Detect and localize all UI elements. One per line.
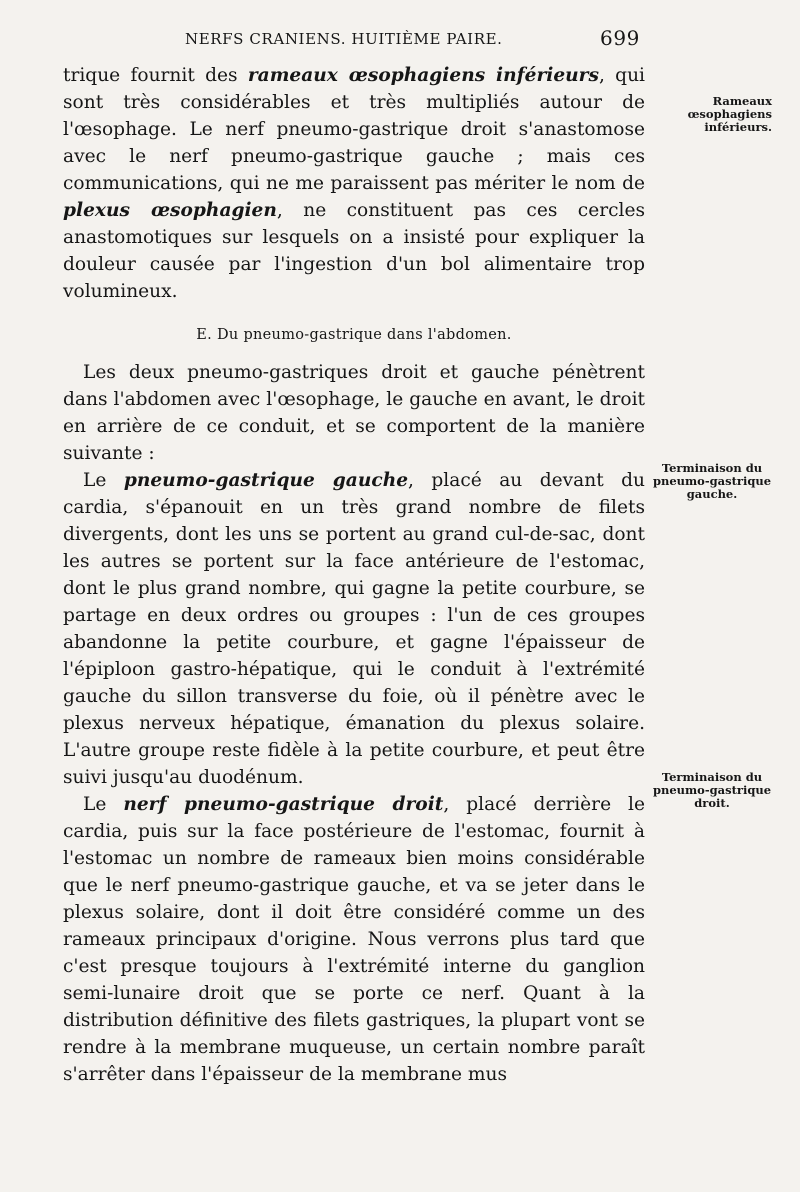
- paragraph-3: [63, 467, 645, 791]
- section-subheading: E. Du pneumo-gastrique dans l'abdomen.: [196, 327, 512, 343]
- margin-note-droit: Terminaison du pneumo-gastrique droit.: [652, 770, 772, 810]
- p1-emphasis-rameaux: rameaux œsophagiens inférieurs: [247, 65, 599, 86]
- body-text: [63, 62, 645, 1088]
- paragraph-4: [63, 791, 645, 1088]
- paragraph-1: [63, 62, 645, 305]
- p4-emphasis: nerf pneumo-gastrique droit: [123, 794, 444, 815]
- p1-text-c: , qui sont très considérables et très multipliés autour de l'œsophage. Le nerf pneumo-gastrique droit s'anastomose avec le nerf pneumo-gastrique gauche ; mais ces communications, qui ne me paraissent pas mériter le nom de: [63, 65, 645, 194]
- p1-text-e: , ne constituent pas ces cercles anastomotiques sur lesquels on a insisté pour expliquer la douleur causée par l'ingestion d'un bol alimentaire trop volumineux.: [63, 200, 645, 302]
- margin-note-gauche: Terminaison du pneumo-gastrique gauche.: [652, 461, 772, 501]
- page-number: 699: [600, 26, 640, 50]
- p3-text-c: , placé au devant du cardia, s'épanouit en un très grand nombre de filets divergents, dont les uns se portent au grand cul-de-sac, dont les autres se portent sur la face antérieure de l'estomac, dont le plus grand nombre, qui gagne la petite courbure, se partage en deux ordres ou groupes : l'un de ces groupes abandonne la petite courbure, et gagne l'épaisseur de l'épiploon gastro-hépatique, qui le conduit à l'extrémité gauche du sillon transverse du foie, où il pénètre avec le plexus nerveux hépatique, émanation du plexus solaire. L'autre groupe reste fidèle à la petite courbure, et peut être suivi jusqu'au duodénum.: [63, 470, 645, 788]
- p3-emphasis: pneumo-gastrique gauche: [123, 470, 409, 491]
- margin-note-rameaux: Rameaux œsophagiens inférieurs.: [687, 94, 772, 134]
- p1-text-a: trique fournit des: [63, 65, 248, 86]
- p4-text-c: , placé derrière le cardia, puis sur la face postérieure de l'estomac, fournit à l'estomac un nombre de rameaux bien moins considérable que le nerf pneumo-gastrique gauche, et va se jeter dans le plexus solaire, dont il doit être considéré comme un des rameaux principaux d'origine. Nous verrons plus tard que c'est presque toujours à l'extrémité interne du ganglion semi-lunaire droit que se porte ce nerf. Quant à la distribution définitive des filets gastriques, la plupart vont se rendre à la membrane muqueuse, un certain nombre paraît s'arrêter dans l'épaisseur de la membrane mus: [63, 794, 645, 1085]
- header-title: NERFS CRANIENS. HUITIÈME PAIRE.: [185, 30, 503, 48]
- paragraph-2: Les deux pneumo-gastriques droit et gauche pénètrent dans l'abdomen avec l'œsophage, le gauche en avant, le droit en arrière de ce conduit, et se comportent de la manière suivante :: [63, 362, 645, 464]
- p1-emphasis-plexus: plexus œsophagien: [63, 200, 277, 221]
- p3-text-a: Le: [83, 470, 124, 491]
- p4-text-a: Le: [83, 794, 124, 815]
